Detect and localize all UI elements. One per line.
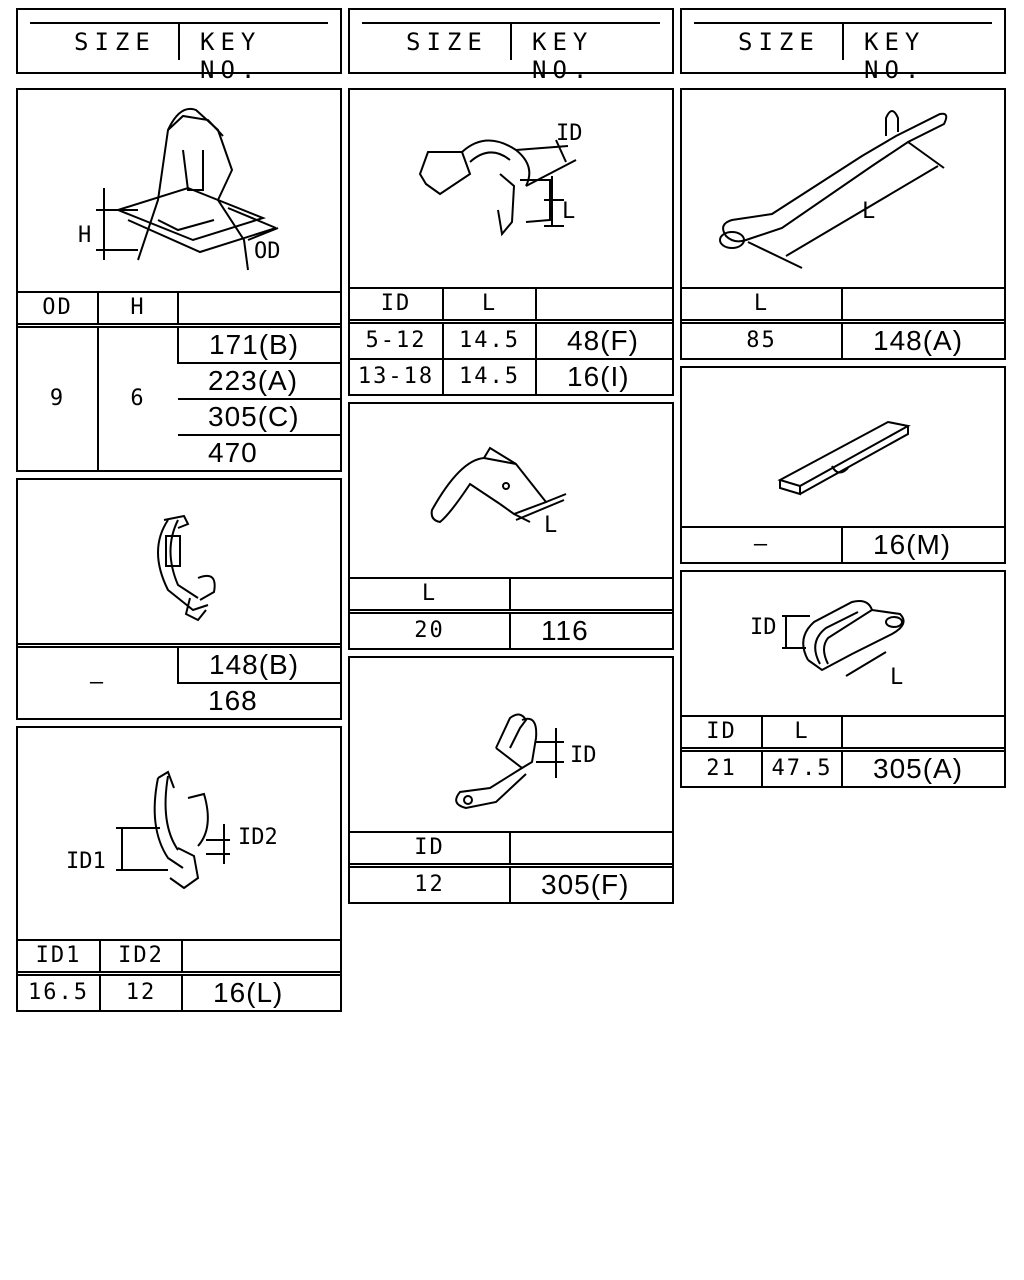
col-header-id1: ID1 (18, 940, 100, 974)
id-value: 21 (682, 750, 762, 787)
key-value: 305(C) (178, 399, 340, 435)
dim-id1-label: ID1 (66, 849, 106, 874)
dim-l-label: L (890, 665, 904, 690)
size-header: SIZE (738, 28, 820, 56)
panel-double-clip (16, 726, 342, 1012)
size-header: SIZE (74, 28, 156, 56)
col-header-key (536, 288, 672, 322)
clip-drawing (18, 90, 340, 286)
id1-value: 16.5 (18, 974, 100, 1011)
col-header-l: L (443, 288, 536, 322)
od-value: 9 (18, 326, 98, 471)
key-value: 168 (178, 683, 340, 718)
dim-id-label: ID (570, 743, 597, 768)
col-header-key (510, 832, 672, 866)
key-value: 223(A) (178, 363, 340, 399)
l-value: 14.5 (443, 322, 536, 360)
size-table (18, 939, 340, 1010)
dim-l-label: L (562, 199, 576, 224)
col-header-h: H (98, 292, 178, 326)
loop-clamp-drawing (682, 572, 1004, 712)
l-value: 14.5 (443, 359, 536, 394)
size-table (682, 526, 1004, 562)
key-no-header: KEY NO. (200, 28, 262, 84)
key-value: 16(I) (536, 359, 672, 394)
l-value: 47.5 (762, 750, 842, 787)
hose-clip-drawing (350, 90, 672, 286)
header-box-2 (348, 8, 674, 84)
panel-loop-clamp (680, 570, 1006, 788)
panel-u-clamp (348, 656, 674, 904)
col-header-key (842, 716, 1004, 750)
dim-od-label: OD (254, 239, 281, 264)
panel-cable-clamp (16, 478, 342, 720)
dim-id-label: ID (750, 615, 777, 640)
col-header-id: ID (350, 288, 443, 322)
double-clip-drawing (18, 728, 340, 936)
dim-l-label: L (544, 513, 558, 538)
l-value: 20 (350, 612, 510, 649)
panel-flat-strip (680, 366, 1006, 564)
size-table (18, 643, 340, 718)
size-table (682, 287, 1004, 358)
col-header-id: ID (682, 716, 762, 750)
size-table (350, 287, 672, 394)
h-value: 6 (98, 326, 178, 471)
header-box-3 (680, 8, 1006, 84)
key-no-header: KEY NO. (864, 28, 926, 84)
key-value: 148(A) (842, 322, 1004, 359)
key-value: 171(B) (178, 326, 340, 364)
key-value: 305(F) (510, 866, 672, 903)
key-value: 305(A) (842, 750, 1004, 787)
dim-h-label: H (78, 223, 92, 248)
l-value: 85 (682, 322, 842, 359)
size-table (350, 831, 672, 902)
key-no-header: KEY NO. (532, 28, 594, 84)
col-header-id: ID (350, 832, 510, 866)
dim-id2-label: ID2 (238, 825, 278, 850)
size-header: SIZE (406, 28, 488, 56)
col-header-l: L (762, 716, 842, 750)
size-value: – (682, 527, 842, 562)
panel-long-strap (680, 88, 1006, 360)
key-value: 116 (510, 612, 672, 649)
id-value: 12 (350, 866, 510, 903)
dim-id-label: ID (556, 121, 583, 146)
col-header-key (182, 940, 340, 974)
size-value: – (18, 646, 178, 719)
panel-bent-bracket (348, 402, 674, 650)
col-header-key (842, 288, 1004, 322)
panel-hose-clip (348, 88, 674, 396)
id2-value: 12 (100, 974, 182, 1011)
col-header-key (510, 578, 672, 612)
dim-l-label: L (862, 199, 876, 224)
panel-clip-od-h (16, 88, 342, 472)
size-table (350, 577, 672, 648)
size-table (682, 715, 1004, 786)
u-clamp-drawing (350, 658, 672, 828)
header-box-1 (16, 8, 342, 84)
id-value: 13-18 (350, 359, 443, 394)
size-table (18, 291, 340, 470)
key-value: 470 (178, 435, 340, 470)
key-value: 148(B) (178, 646, 340, 684)
bracket-drawing (350, 404, 672, 574)
id-value: 5-12 (350, 322, 443, 360)
key-value: 16(M) (842, 527, 1004, 562)
col-header-od: OD (18, 292, 98, 326)
key-value: 48(F) (536, 322, 672, 360)
strap-drawing (682, 90, 1004, 286)
col-header-key (178, 292, 340, 326)
strip-drawing (682, 368, 1004, 528)
clamp-drawing (18, 480, 340, 642)
col-header-id2: ID2 (100, 940, 182, 974)
col-header-l: L (682, 288, 842, 322)
key-value: 16(L) (182, 974, 340, 1011)
col-header-l: L (350, 578, 510, 612)
